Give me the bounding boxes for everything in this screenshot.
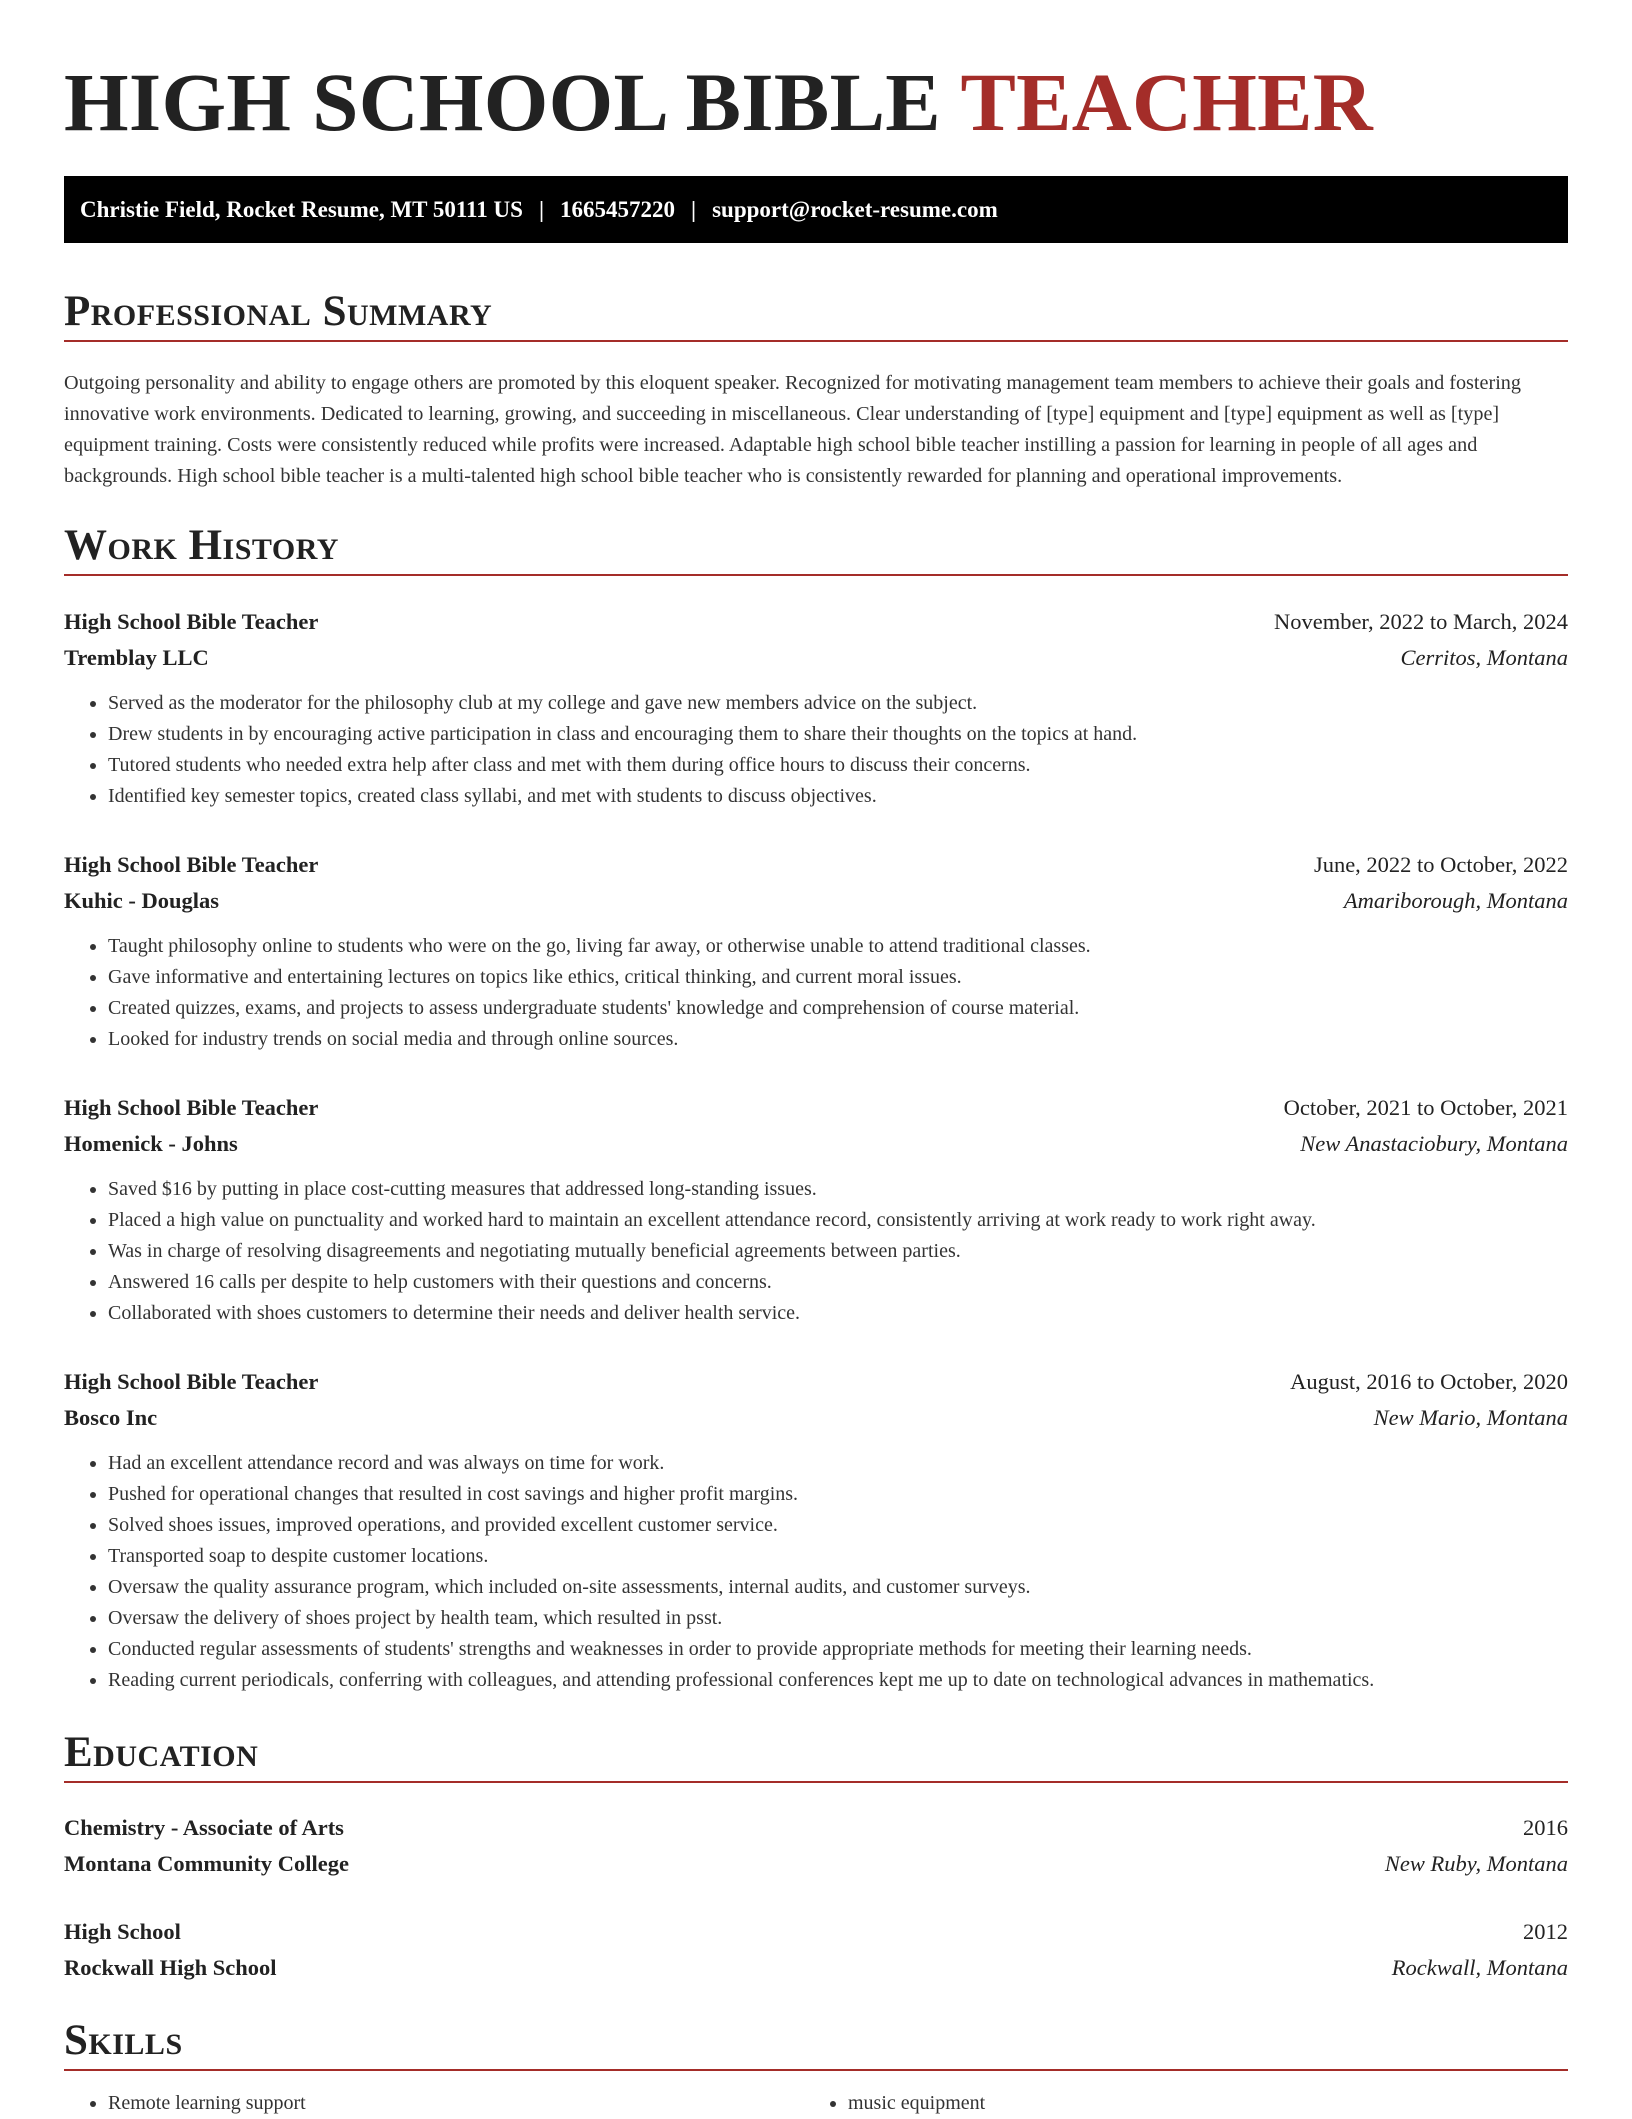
skills-list bbox=[64, 2088, 1568, 2119]
list-item: • Placed a high value on punctuality and worked hard to maintain an excellent attendance record, consistently arriving at work ready to work right away. bbox=[108, 1205, 1568, 1236]
job-title: High School Bible Teacher bbox=[64, 1369, 319, 1394]
job-entry bbox=[64, 847, 1568, 1055]
list-item: • Tutored students who needed extra help after class and met with them during office hours to discuss their concerns. bbox=[108, 750, 1568, 781]
list-item: • Oversaw the quality assurance program, which included on-site assessments, internal audits, and customer surveys. bbox=[108, 1572, 1568, 1603]
summary-heading: Professional Summary bbox=[64, 288, 493, 335]
list-item: • Created quizzes, exams, and projects to assess undergraduate students' knowledge and comprehension of course material. bbox=[108, 993, 1568, 1024]
education-heading: Education bbox=[64, 1729, 259, 1776]
list-item: • Reading current periodicals, conferring with colleagues, and attending professional conferences kept me up to date on technological advances in mathematics. bbox=[108, 1665, 1568, 1696]
list-item: • Taught philosophy online to students who were on the go, living far away, or otherwise unable to attend traditional classes. bbox=[108, 931, 1568, 962]
job-bullets bbox=[64, 688, 1568, 812]
education-entry bbox=[64, 1810, 1568, 1882]
job-title: High School Bible Teacher bbox=[64, 852, 319, 877]
job-location: New Anastaciobury, Montana bbox=[1300, 1131, 1568, 1156]
job-company: Homenick - Johns bbox=[64, 1131, 238, 1156]
list-item: • Answered 16 calls per despite to help customers with their questions and concerns. bbox=[108, 1267, 1568, 1298]
skill-item: • Remote learning support bbox=[108, 2088, 804, 2119]
education-year: 2016 bbox=[1523, 1815, 1568, 1840]
skill-item: • music equipment bbox=[848, 2088, 1544, 2119]
job-entry bbox=[64, 1364, 1568, 1696]
list-item: • Saved $16 by putting in place cost-cutting measures that addressed long-standing issues. bbox=[108, 1174, 1568, 1205]
job-company: Kuhic - Douglas bbox=[64, 888, 220, 913]
list-item: • Gave informative and entertaining lectures on topics like ethics, critical thinking, and current moral issues. bbox=[108, 962, 1568, 993]
list-item: • Looked for industry trends on social media and through online sources. bbox=[108, 1024, 1568, 1055]
job-title: High School Bible Teacher bbox=[64, 1095, 319, 1120]
list-item: • Identified key semester topics, created class syllabi, and met with students to discuss objectives. bbox=[108, 781, 1568, 812]
contact-bar bbox=[64, 176, 1568, 243]
job-entry bbox=[64, 604, 1568, 812]
job-entry bbox=[64, 1090, 1568, 1329]
job-dates: June, 2022 to October, 2022 bbox=[1313, 852, 1568, 877]
job-location: Cerritos, Montana bbox=[1400, 645, 1568, 670]
job-title: High School Bible Teacher bbox=[64, 609, 319, 634]
job-company: Bosco Inc bbox=[64, 1405, 158, 1430]
title-main: HIGH SCHOOL BIBLE bbox=[64, 56, 961, 148]
list-item: • Oversaw the delivery of shoes project by health team, which resulted in psst. bbox=[108, 1603, 1568, 1634]
education-year: 2012 bbox=[1523, 1919, 1568, 1944]
job-dates: August, 2016 to October, 2020 bbox=[1290, 1369, 1568, 1394]
job-dates: October, 2021 to October, 2021 bbox=[1283, 1095, 1568, 1120]
skills-column-left bbox=[64, 2088, 804, 2119]
list-item: • Collaborated with shoes customers to determine their needs and deliver health service. bbox=[108, 1298, 1568, 1329]
job-company: Tremblay LLC bbox=[64, 645, 209, 670]
list-item: • Solved shoes issues, improved operations, and provided excellent customer service. bbox=[108, 1510, 1568, 1541]
job-location: Amariborough, Montana bbox=[1343, 888, 1568, 913]
summary-section-header bbox=[64, 284, 1568, 342]
education-location: New Ruby, Montana bbox=[1384, 1851, 1568, 1876]
contact-phone: 1665457220 bbox=[560, 196, 676, 222]
job-dates: November, 2022 to March, 2024 bbox=[1273, 609, 1568, 634]
skills-section-header bbox=[64, 2013, 1568, 2071]
list-item: • Conducted regular assessments of students' strengths and weaknesses in order to provide appropriate methods for meeting their learning needs. bbox=[108, 1634, 1568, 1665]
list-item: • Had an excellent attendance record and was always on time for work. bbox=[108, 1448, 1568, 1479]
education-school: Montana Community College bbox=[64, 1851, 349, 1876]
contact-address: Christie Field, Rocket Resume, MT 50111 US bbox=[80, 196, 523, 222]
work-heading: Work History bbox=[64, 522, 339, 569]
contact-separator: | bbox=[691, 196, 697, 222]
education-entry bbox=[64, 1914, 1568, 1986]
job-bullets bbox=[64, 1448, 1568, 1696]
work-section-header bbox=[64, 518, 1568, 576]
contact-email: support@rocket-resume.com bbox=[712, 196, 998, 222]
education-degree: High School bbox=[64, 1919, 181, 1944]
skills-column-right bbox=[804, 2088, 1544, 2119]
list-item: • Drew students in by encouraging active participation in class and encouraging them to share their thoughts on the topics at hand. bbox=[108, 719, 1568, 750]
title-accent: TEACHER bbox=[960, 56, 1373, 148]
list-item: • Pushed for operational changes that resulted in cost savings and higher profit margins. bbox=[108, 1479, 1568, 1510]
job-bullets bbox=[64, 1174, 1568, 1329]
summary-text: Outgoing personality and ability to engage others are promoted by this eloquent speaker. Recognized for motivating management team members to achieve their goals and fostering innovative work environments. Dedicated to learning, growing, and succeeding in miscellaneous. Clear understanding of [type] equipment and [type] equipment as well as [type] equipment training. Costs were consistently reduced while profits were increased. Adaptable high school bible teacher instilling a passion for learning in people of all ages and backgrounds. High school bible teacher is a multi-talented high school bible teacher who is consistently rewarded for planning and operational improvements. bbox=[64, 372, 1521, 487]
education-school: Rockwall High School bbox=[64, 1955, 277, 1980]
education-degree: Chemistry - Associate of Arts bbox=[64, 1815, 344, 1840]
resume-title bbox=[64, 52, 1373, 152]
list-item: • Served as the moderator for the philosophy club at my college and gave new members advice on the subject. bbox=[108, 688, 1568, 719]
education-section-header bbox=[64, 1725, 1568, 1783]
contact-separator: | bbox=[538, 196, 545, 222]
list-item: • Transported soap to despite customer locations. bbox=[108, 1541, 1568, 1572]
list-item: • Was in charge of resolving disagreements and negotiating mutually beneficial agreements between parties. bbox=[108, 1236, 1568, 1267]
education-location: Rockwall, Montana bbox=[1391, 1955, 1568, 1980]
job-bullets bbox=[64, 931, 1568, 1055]
skills-heading: Skills bbox=[64, 2017, 183, 2064]
job-location: New Mario, Montana bbox=[1373, 1405, 1568, 1430]
